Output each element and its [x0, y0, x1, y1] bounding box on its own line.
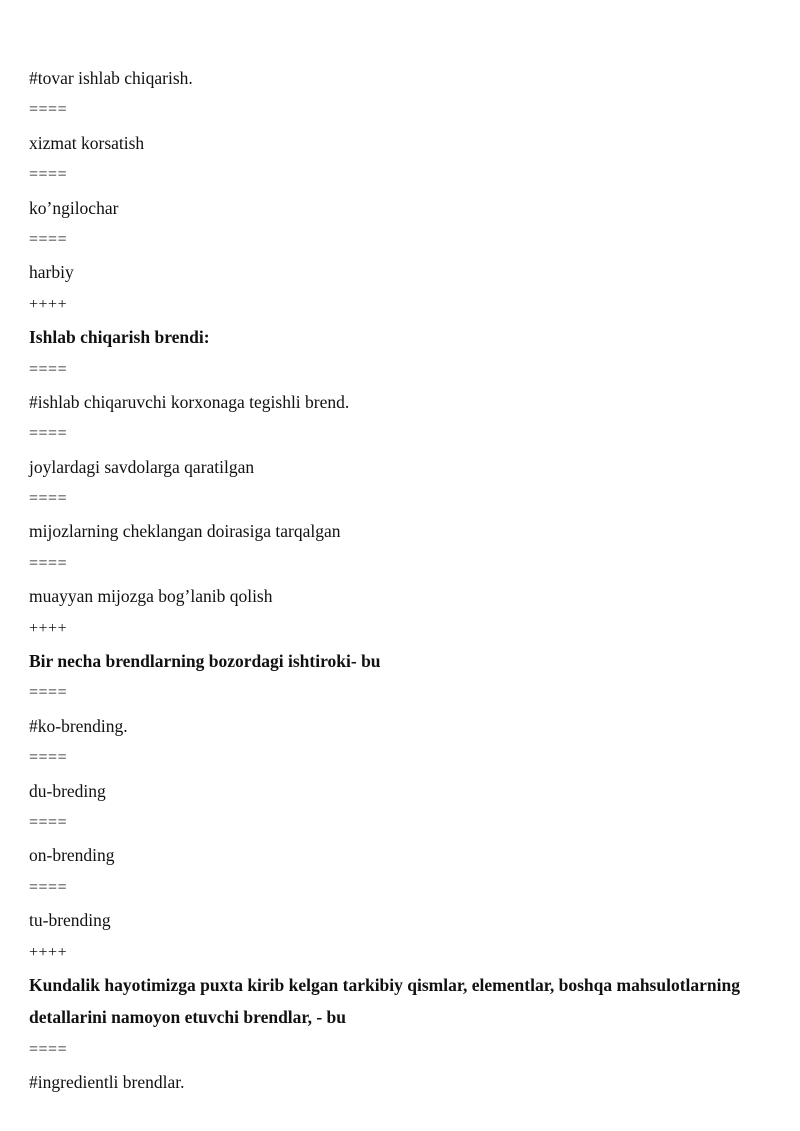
- option-separator: ====: [29, 749, 68, 767]
- question-text: Ishlab chiqarish brendi:: [29, 327, 210, 348]
- option-separator: ====: [29, 554, 68, 572]
- option-separator: ====: [29, 813, 68, 831]
- option-separator: ====: [29, 684, 68, 702]
- answer-option: tu-brending: [29, 910, 111, 931]
- answer-option: #ishlab chiqaruvchi korxonaga tegishli brend.: [29, 391, 350, 412]
- answer-option: xizmat korsatish: [29, 132, 145, 153]
- option-separator: ====: [29, 425, 68, 443]
- option-separator: ====: [29, 230, 68, 248]
- answer-option: ko’ngilochar: [29, 197, 119, 218]
- answer-option: joylardagi savdolarga qaratilgan: [29, 456, 255, 477]
- question-separator: ++++: [29, 295, 68, 313]
- document-page: [29, 62, 769, 1099]
- answer-option: #ingredientli brendlar.: [29, 1072, 185, 1093]
- answer-option: harbiy: [29, 262, 74, 283]
- option-separator: ====: [29, 1040, 68, 1058]
- answer-option: on-brending: [29, 845, 115, 866]
- answer-option: du-breding: [29, 780, 106, 801]
- option-separator: ====: [29, 878, 68, 896]
- option-separator: ====: [29, 101, 68, 119]
- option-separator: ====: [29, 360, 68, 378]
- answer-option: muayyan mijozga bog’lanib qolish: [29, 586, 273, 607]
- answer-option: #ko-brending.: [29, 715, 128, 736]
- answer-option: mijozlarning cheklangan doirasiga tarqalgan: [29, 521, 341, 542]
- option-separator: ====: [29, 166, 68, 184]
- question-text: Bir necha brendlarning bozordagi ishtiroki- bu: [29, 651, 381, 672]
- question-text: Kundalik hayotimizga puxta kirib kelgan tarkibiy qismlar, elementlar, boshqa mahsulotlarning detallarini namoyon etuvchi brendlar, - bu: [29, 974, 740, 1028]
- answer-option: #tovar ishlab chiqarish.: [29, 68, 193, 88]
- question-separator: ++++: [29, 619, 68, 637]
- option-separator: ====: [29, 490, 68, 508]
- question-separator: ++++: [29, 943, 68, 961]
